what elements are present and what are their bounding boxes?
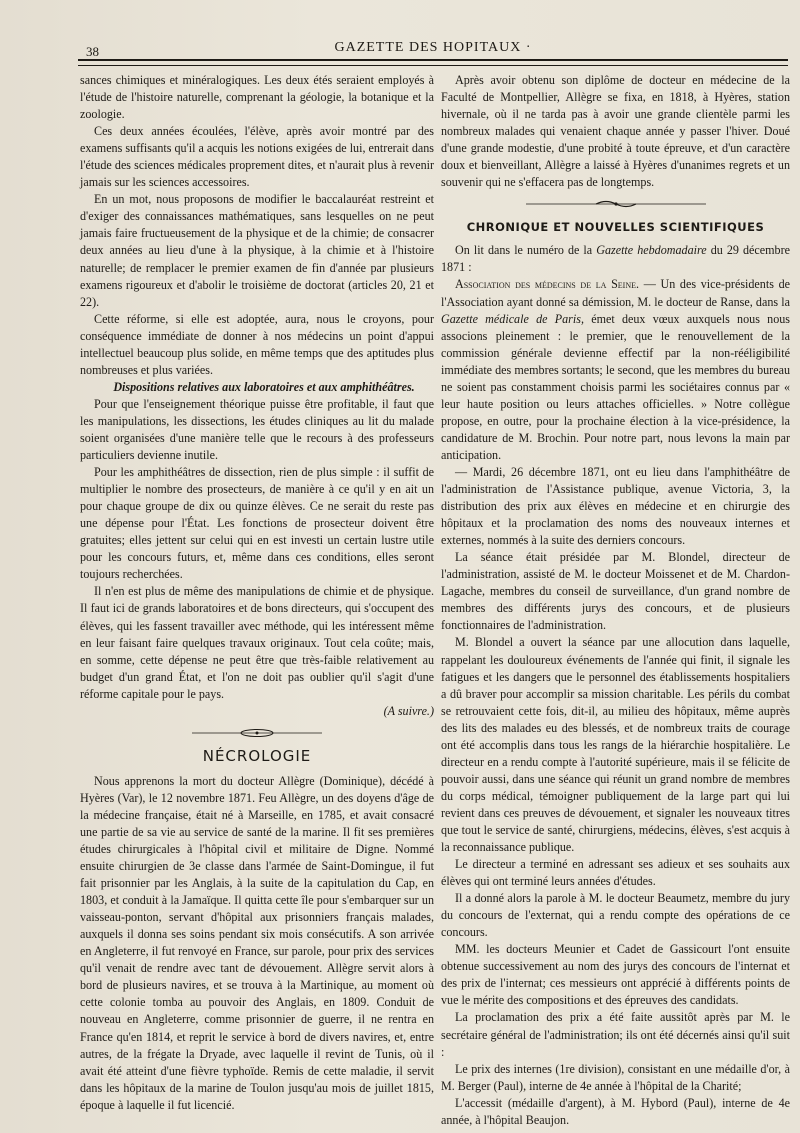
- left-column: [80, 72, 434, 1114]
- right-column: [441, 72, 790, 1129]
- paragraph: L'accessit (médaille d'argent), à M. Hybord (Paul), interne de 4e année, à l'hôpital Beaujon.: [441, 1095, 790, 1127]
- text-run: émet deux vœux auxquels nous nous associons pleinement : le premier, que le renouvellement de la commission générale devienne effectif par la non-rééligibilité immédiate des membres sortants; le second, que les membres du bureau ne soient pas constamment choisis parmi les sociétaires connus par « leur haute position ou leurs attaches officielles. » Notre collègue propose, en outre, pour la prochaine élection à la vice-présidence, la candidature de M. Brochin. Pour notre part, nous levons la main par anticipation.: [441, 311, 790, 462]
- paragraph: Ces deux années écoulées, l'élève, après avoir montré par des examens suffisants qu'il a acquis les notions exigées de lui, entrerait dans l'étude des sciences médicales proprement dites, et n'aurait plus à revenir jamais sur les sciences accessoires.: [80, 124, 434, 190]
- paragraph: Le directeur a terminé en adressant ses adieux et ses souhaits aux élèves qui ont terminé leurs années d'études.: [441, 857, 790, 889]
- journal-title: Gazette hebdomadaire: [596, 243, 707, 258]
- section-subheading: Dispositions relatives aux laboratoires et aux amphithéâtres.: [113, 379, 415, 394]
- text-run: On lit dans le numéro de la: [455, 243, 597, 258]
- paragraph: La séance était présidée par M. Blondel, directeur de l'administration, assisté de M. le docteur Moissenet et de M. Chardon-Lagache, membres du conseil de surveillance, d'un grand nombre de membres des différents jurys des concours, et de plusieurs fonctionnaires de l'administration.: [441, 550, 790, 633]
- paragraph: Il a donné alors la parole à M. le docteur Beaumetz, membre du jury du concours de l'externat, qui a rendu compte des opérations de ce concours.: [441, 891, 790, 940]
- page-header: [80, 30, 786, 60]
- ornament-divider-icon: [526, 199, 706, 209]
- paragraph: sances chimiques et minéralogiques. Les deux étés seraient employés à l'étude de l'histoire naturelle, comprenant la géologie, la botanique et la zoologie.: [80, 73, 434, 122]
- journal-title: Gazette médicale de Paris,: [441, 311, 584, 326]
- text-run: — Un des vice-présidents de l'Association ayant donné sa démission, M. le docteur de Ranse, dans la: [441, 277, 790, 309]
- paragraph: La proclamation des prix a été faite aussitôt après par M. le secrétaire général de l'administration; ils ont été décernés ainsi qu'il suit :: [441, 1010, 790, 1059]
- page-number: 38: [86, 44, 99, 59]
- paragraph: [441, 276, 790, 464]
- header-rule: [78, 59, 788, 66]
- paragraph: Cette réforme, si elle est adoptée, aura, nous le croyons, pour conséquence immédiate de donner à nos médecins un point d'appui intellectuel beaucoup plus solide, en même temps que des aptitudes plus nombreuses et plus variées.: [80, 311, 434, 377]
- necrology-title: NÉCROLOGIE: [202, 746, 312, 765]
- paragraph: Pour les amphithéâtres de dissection, rien de plus simple : il suffit de multiplier le nombre des prosecteurs, de manière à ce qu'il y en ait un pour chaque groupe de dix ou quinze élèves. Ce ne serait du reste pas une dépense pour l'État. Les fonctions de prosecteur doivent être gratuites; elles jettent sur celui qui en est investi un certain lustre utile pour les concours futurs, et, même dans ces conditions, elles seront toujours recherchées.: [80, 465, 434, 582]
- ornament-divider-icon: [192, 728, 322, 738]
- paragraph: Pour que l'enseignement théorique puisse être profitable, il faut que les manipulations, les dissections, les études cliniques au lit du malade soient organisées d'une manière telle que le recours à des professeurs particuliers devienne inutile.: [80, 396, 434, 463]
- paragraph: MM. les docteurs Meunier et Cadet de Gassicourt l'ont ensuite obtenue successivement au nom des jurys des concours de l'internat et des prix de l'internat; ces messieurs ont apprécié à différents points de vue le mérite des compositions et des épreuves des candidats.: [441, 942, 790, 1008]
- paragraph: Après avoir obtenu son diplôme de docteur en médecine de la Faculté de Montpellier, Allègre se fixa, en 1818, à Hyères, station hivernale, où il ne tarda pas à avoir une grande clientèle parmi les nombreux malades qui venaient chaque année y passer l'hiver. Doué d'une grande modestie, d'une probité à toute épreuve, et d'un caractère doux et bienveillant, Allègre a laissé à Hyères d'unanimes regrets et un souvenir qui ne s'effacera pas de longtemps.: [441, 73, 790, 190]
- paragraph: M. Blondel a ouvert la séance par une allocution dans laquelle, rappelant les douloureux événements de l'année qui finit, il signale les fatigues et les dangers que le personnel des établissements hospitaliers a dû braver pour accomplir sa mission charitable. Les périls du combat se retrouvaient cette fois, dit-il, au milieu des hôpitaux, même auprès des lits des malades eu des blessés, et de nombreux traits de courage ont été accomplis dans tous les rangs de la hiérarchie hospitalière. Le directeur en a rendu compte à l'autorité supérieure, mais il se félicite de pouvoir aussi, dans une séance qui réunit un grand nombre de membres du corps médical, témoigner publiquement de la large part qui lui revient dans ces preuves de dévouement, et signaler les nouveaux titres que tout le service de santé, chirurgiens, médecins, élèves, s'est acquis à la reconnaissance publique.: [441, 635, 790, 855]
- paragraph: Il n'en est plus de même des manipulations de chimie et de physique. Il faut ici de grands laboratoires et de bons directeurs, qui s'occupent des élèves, qui les fassent travailler avec méthode, qui les intéressent même en leur faisant faire quelques travaux originaux. Tout cela coûte; mais, en somme, cette dépense ne peut être que très-faible relativement au budget d'un grand État, et l'on ne doit pas oublier qu'il s'agit d'une réforme capitale pour le pays.: [80, 584, 434, 701]
- paragraph: [441, 242, 790, 276]
- item-heading: Association des médecins de la Seine.: [455, 277, 640, 292]
- paragraph: — Mardi, 26 décembre 1871, ont eu lieu dans l'amphithéâtre de l'administration de l'Assistance publique, avenue Victoria, 3, la distribution des prix aux élèves en médecine et en chirurgie des hôpitaux et la proclamation des noms des nouveaux internes et externes, nommés à la suite des derniers concours.: [441, 464, 790, 548]
- continued-note: (A suivre.): [383, 703, 434, 718]
- chronicle-title: CHRONIQUE ET NOUVELLES SCIENTIFIQUES: [466, 220, 765, 235]
- text-run: du 29 décembre 1871 :: [441, 243, 790, 275]
- paragraph: Nous apprenons la mort du docteur Allègre (Dominique), décédé à Hyères (Var), le 12 novembre 1871. Feu Allègre, un des doyens d'âge de la médecine française, était né à Marseille, en 1785, et avait consacré une partie de sa vie au service de santé de la marine. Il fit ses premières études chirurgicales à l'hôpital civil et militaire de Digne. Nommé ensuite chirurgien de 3e classe dans l'armée de Saint-Domingue, il fut fait prisonnier par les Anglais, à la suite de la capitulation du Cap, en 1803, et conduit à la Jamaïque. Il quitta cette île pour s'embarquer sur un vaisseau-ponton, servant d'hôpital aux prisonniers français malades, auxquels il donna ses soins pendant six mois consécutifs. A son arrivée en Angleterre, il fut renvoyé en France, sur parole, pour prix des services qu'il venait de rendre avec tant de dévouement. Allègre servit alors à bord de plusieurs navires, et se trouva à la Martinique, au moment où cette colonie tomba au pouvoir des Anglais, en 1809. Conduit de nouveau en Angleterre, comme prisonnier de guerre, il ne rentra en France qu'en 1814, et reprit le service à bord de divers navires, et, entre autres, de la frégate la Dryade, avec laquelle il revint de Tunis, où il avait été atteint d'une fièvre typhoïde. Remis de cette maladie, il servit dans les hôpitaux de la marine de Toulon jusqu'au mois de juillet 1815, époque à laquelle il fut licencié.: [80, 773, 434, 1112]
- paragraph: En un mot, nous proposons de modifier le baccalauréat restreint et d'exiger des connaissances mathématiques, sans lesquelles on ne peut jamais faire fructueusement de la physique et de la chimie; de consacrer deux années au lieu d'une à la physique, à la chimie et à l'histoire naturelle; de remplacer le premier examen de fin d'année par plusieurs examens rigoureux et d'abolir le troisième de doctorat (articles 20, 21 et 22).: [80, 192, 434, 309]
- paragraph: Le prix des internes (1re division), consistant en une médaille d'or, à M. Berger (Paul), interne de 4e année à l'hôpital de la Charité;: [441, 1061, 790, 1093]
- running-title: GAZETTE DES HOPITAUX ·: [334, 40, 532, 55]
